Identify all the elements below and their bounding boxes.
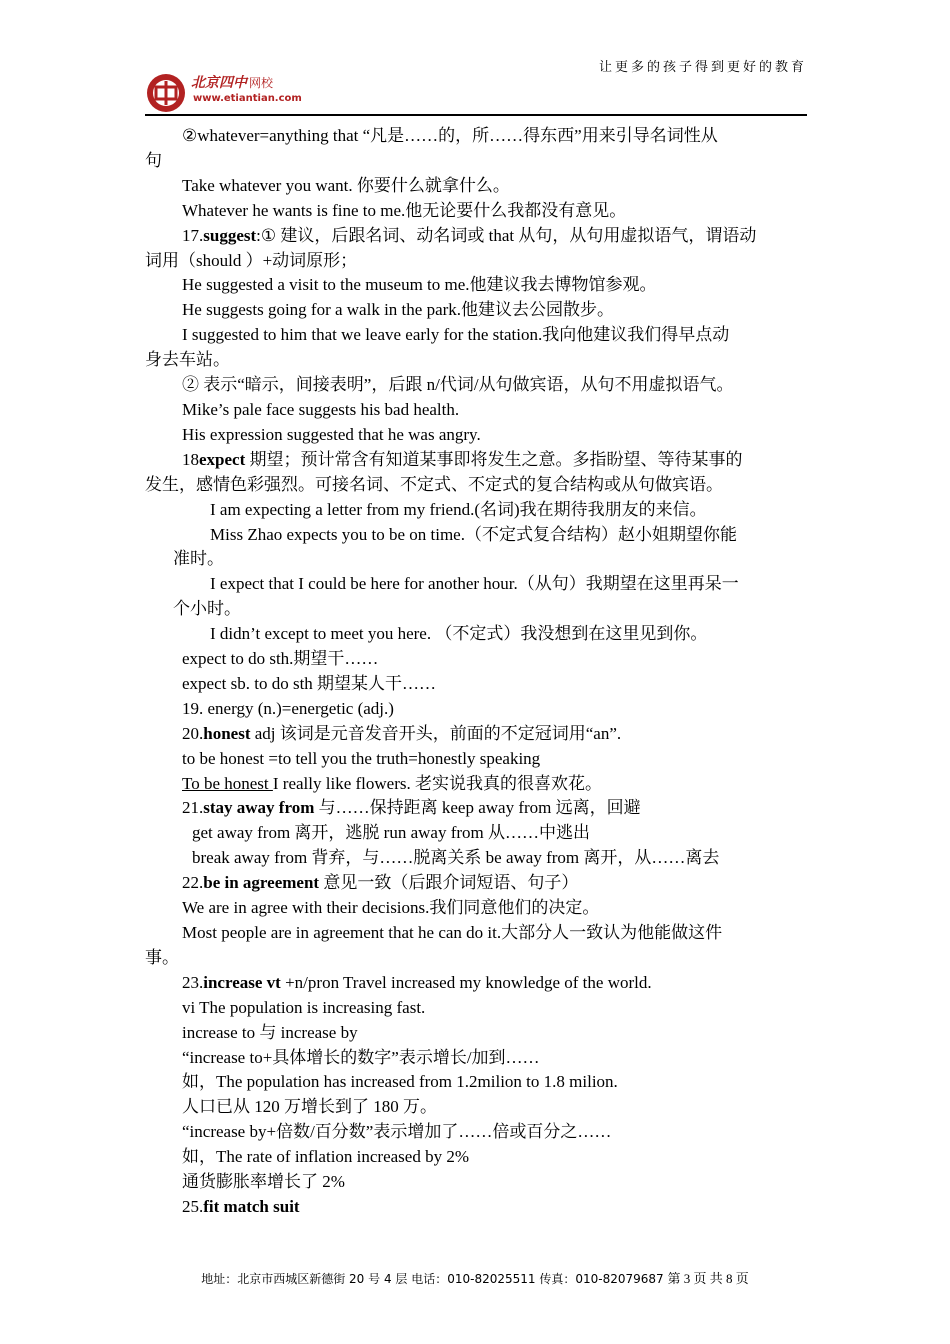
text-line: I suggested to him that we leave early for the station.我向他建议我们得早点动 bbox=[182, 325, 730, 345]
logo-url: www.etiantian.com bbox=[193, 93, 302, 104]
text-line: expect to do sth.期望干…… bbox=[182, 649, 379, 669]
text-line: vi The population is increasing fast. bbox=[182, 997, 426, 1017]
footer-address: 地址：北京市西城区新德街 20 号 4 层 电话：010-82025511 传真：010-82079687 bbox=[201, 1272, 664, 1286]
text-line: 22.be in agreement 意见一致（后跟介词短语、句子） bbox=[182, 873, 579, 893]
text-line: Most people are in agreement that he can do it.大部分人一致认为他能做这件 bbox=[182, 923, 723, 942]
text-line: I didn’t except to meet you here. （不定式）我没想到在这里见到你。 bbox=[210, 624, 708, 644]
term-suggest: suggest bbox=[203, 225, 257, 245]
text-line: ②whatever=anything that “凡是……的，所……得东西”用来引导名词性从 bbox=[182, 126, 718, 145]
text-line: 23.increase vt +n/pron Travel increased my knowledge of the world. bbox=[182, 972, 652, 992]
text-line: expect sb. to do sth 期望某人干…… bbox=[182, 673, 437, 693]
text-line: To be honest I really like flowers. 老实说我真的很喜欢花。 bbox=[182, 773, 602, 793]
text-line: 句 bbox=[145, 150, 162, 170]
text-line: Miss Zhao expects you to be on time.（不定式复合结构）赵小姐期望你能 bbox=[210, 524, 737, 544]
term-fit-match-suit: fit match suit bbox=[203, 1196, 300, 1216]
text-line: break away from 背弃，与……脱离关系 be away from 离开，从……离去 bbox=[192, 848, 720, 868]
text-line: to be honest =to tell you the truth=honestly speaking bbox=[182, 748, 541, 768]
text-line: I expect that I could be here for another hour.（从句）我期望在这里再呆一 bbox=[210, 574, 739, 594]
text-line: 如，The rate of inflation increased by 2% bbox=[182, 1147, 470, 1167]
text-line: 人口已从 120 万增长到了 180 万。 bbox=[182, 1097, 437, 1117]
text-line: He suggested a visit to the museum to me.他建议我去博物馆参观。 bbox=[182, 275, 657, 295]
text-line: His expression suggested that he was angry. bbox=[182, 424, 481, 444]
page-header bbox=[145, 50, 807, 116]
text-line: 词用（should ）+动词原形； bbox=[145, 250, 358, 270]
text-line: 身去车站。 bbox=[145, 350, 230, 370]
page-number: 第 3 页 共 8 页 bbox=[667, 1271, 749, 1286]
text-line: get away from 离开，逃脱 run away from 从……中逃出 bbox=[192, 823, 591, 843]
text-line: increase to 与 increase by bbox=[182, 1022, 358, 1042]
page-footer bbox=[0, 1268, 950, 1287]
text-line: I am expecting a letter from my friend.(名词)我在期待我朋友的来信。 bbox=[210, 499, 707, 519]
text-line: 通货膨胀率增长了 2% bbox=[182, 1172, 345, 1192]
text-line: “increase to+具体增长的数字”表示增长/加到…… bbox=[182, 1047, 540, 1067]
logo-emblem-icon bbox=[145, 72, 187, 114]
document-body bbox=[145, 124, 807, 1220]
text-line: 发生，感情色彩强烈。可接名词、不定式、不定式的复合结构或从句做宾语。 bbox=[145, 474, 723, 494]
term-increase: increase vt bbox=[203, 972, 281, 992]
text-line: 个小时。 bbox=[173, 599, 241, 619]
term-stay-away-from: stay away from bbox=[203, 798, 315, 818]
header-tagline: 让更多的孩子得到更好的教育 bbox=[598, 60, 807, 75]
text-line: “increase by+倍数/百分数”表示增加了……倍或百分之…… bbox=[182, 1122, 612, 1142]
text-line: 17.suggest:① 建议，后跟名词、动名词或 that 从句，从句用虚拟语气，谓语动 bbox=[182, 225, 757, 245]
text-line: Take whatever you want. 你要什么就拿什么。 bbox=[182, 175, 510, 195]
term-honest: honest bbox=[203, 723, 251, 743]
text-line: 20.honest adj 该词是元音发音开头，前面的不定冠词用“an”. bbox=[182, 723, 622, 743]
text-line: Mike’s pale face suggests his bad health. bbox=[182, 399, 460, 419]
text-line: 准时。 bbox=[173, 549, 224, 569]
text-line: 18expect 期望；预计常含有知道某事即将发生之意。多指盼望、等待某事的 bbox=[182, 449, 743, 469]
logo-name: 北京四中 网校 bbox=[191, 75, 274, 91]
text-line: 19. energy (n.)=energetic (adj.) bbox=[182, 698, 394, 718]
term-expect: expect bbox=[199, 449, 246, 469]
school-logo bbox=[145, 72, 315, 112]
term-be-in-agreement: be in agreement bbox=[203, 873, 320, 893]
text-line: 事。 bbox=[145, 947, 179, 967]
text-line: 21.stay away from 与……保持距离 keep away from 远离，回避 bbox=[182, 798, 641, 818]
text-line: We are in agree with their decisions.我们同意他们的决定。 bbox=[182, 898, 600, 918]
text-line: 如，The population has increased from 1.2milion to 1.8 milion. bbox=[182, 1072, 618, 1092]
header-rule bbox=[145, 114, 807, 116]
text-line: ② 表示“暗示，间接表明”，后跟 n/代词/从句做宾语，从句不用虚拟语气。 bbox=[182, 375, 734, 395]
text-line: 25.fit match suit bbox=[182, 1196, 300, 1216]
text-line: He suggests going for a walk in the park.他建议去公园散步。 bbox=[182, 300, 615, 320]
text-line: Whatever he wants is fine to me.他无论要什么我都没有意见。 bbox=[182, 200, 627, 220]
